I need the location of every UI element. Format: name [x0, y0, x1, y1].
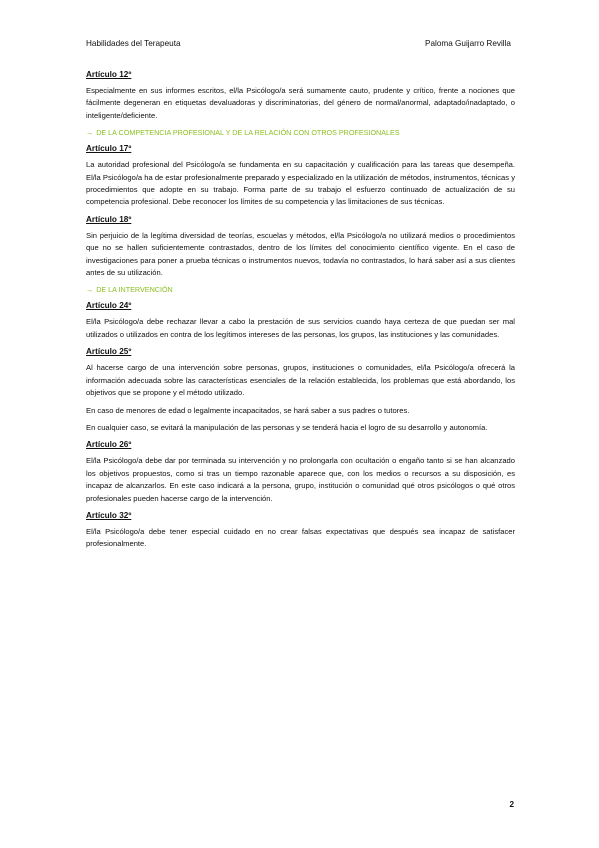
paragraph: En caso de menores de edad o legalmente incapacitados, se hará saber a sus padres o tutores. [86, 405, 410, 415]
article-heading: Artículo 18º [86, 214, 132, 224]
article-heading: Artículo 12º [86, 70, 132, 79]
document-body [86, 69, 515, 556]
paragraph: Al hacerse cargo de una intervención sobre personas, grupos, instituciones o comunidades, el/la Psicólogo/a ofrecerá la información adecuada sobre las características esenciales de la relación establecida, los problemas que está abordando, los objetivos que se propone y el método utilizado. [86, 363, 515, 398]
section-heading-text: DE LA INTERVENCIÓN [96, 285, 173, 295]
arrow-right-icon: → [86, 128, 94, 138]
article-heading: Artículo 32º [86, 510, 132, 520]
paragraph: Sin perjuicio de la legítima diversidad de teorías, escuelas y métodos, el/la Psicólogo/a no utilizará medios o procedimientos que no se hallen suficientemente contrastados, dentro de los límites del conocimiento científico vigente. En el caso de investigaciones para poner a prueba técnicas o instrumentos nuevos, todavía no contrastados, lo hará saber así a sus clientes antes de su utilización. [86, 230, 515, 278]
arrow-right-icon: → [86, 285, 94, 295]
page-number: 2 [509, 800, 514, 809]
article-heading: Artículo 24º [86, 301, 132, 311]
paragraph: El/la Psicólogo/a debe dar por terminada su intervención y no prolongarla con ocultación o engaño tanto si se han alcanzado los objetivos propuestos, como si tras un tiempo razonable aparece que, con los medios o recursos a su disposición, es incapaz de alcanzarlos. En este caso indicará a la persona, grupo, institución o comunidad qué otros psicólogos o qué otros profesionales pueden hacerse cargo de la intervención. [86, 456, 515, 503]
section-heading [86, 127, 515, 138]
paragraph: El/la Psicólogo/a debe rechazar llevar a cabo la prestación de sus servicios cuando haya certeza de que puedan ser mal utilizados o utilizados en contra de los legítimos intereses de las personas, los grupos, las instituciones y las comunidades. [86, 317, 515, 339]
paragraph: En cualquier caso, se evitará la manipulación de las personas y se tenderá hacia el logro de su desarrollo y autonomía. [86, 422, 488, 432]
article-heading: Artículo 26º [86, 440, 132, 450]
paragraph: Especialmente en sus informes escritos, el/la Psicólogo/a será sumamente cauto, prudente y crítico, frente a nociones que fácilmente degeneran en etiquetas devaluadoras y discriminatorias, del género de normal/anormal, adaptado/inadaptado, o inteligente/deficiente. [86, 86, 515, 120]
paragraph: La autoridad profesional del Psicólogo/a se fundamenta en su capacitación y cualificación para las tareas que desempeña. El/la Psicólogo/a ha de estar profesionalmente preparado y especializado en la utilización de métodos, instrumentos, técnicas y procedimientos que adopte en su trabajo. Forma parte de su trabajo el esfuerzo continuado de actualización de su competencia profesional. Debe reconocer los límites de su competencia y las limitaciones de sus técnicas. [86, 160, 515, 207]
section-heading [86, 284, 515, 295]
paragraph: El/la Psicólogo/a debe tener especial cuidado en no crear falsas expectativas que después sea incapaz de satisfacer profesionalmente. [86, 526, 515, 549]
header-author: Paloma Guijarro Revilla [424, 39, 511, 48]
article-heading: Artículo 17º [86, 144, 132, 154]
article-heading: Artículo 25º [86, 347, 132, 357]
section-heading-text: DE LA COMPETENCIA PROFESIONAL Y DE LA RELACIÓN CON OTROS PROFESIONALES [96, 128, 400, 138]
header-document-title: Habilidades del Terapeuta [86, 39, 181, 48]
